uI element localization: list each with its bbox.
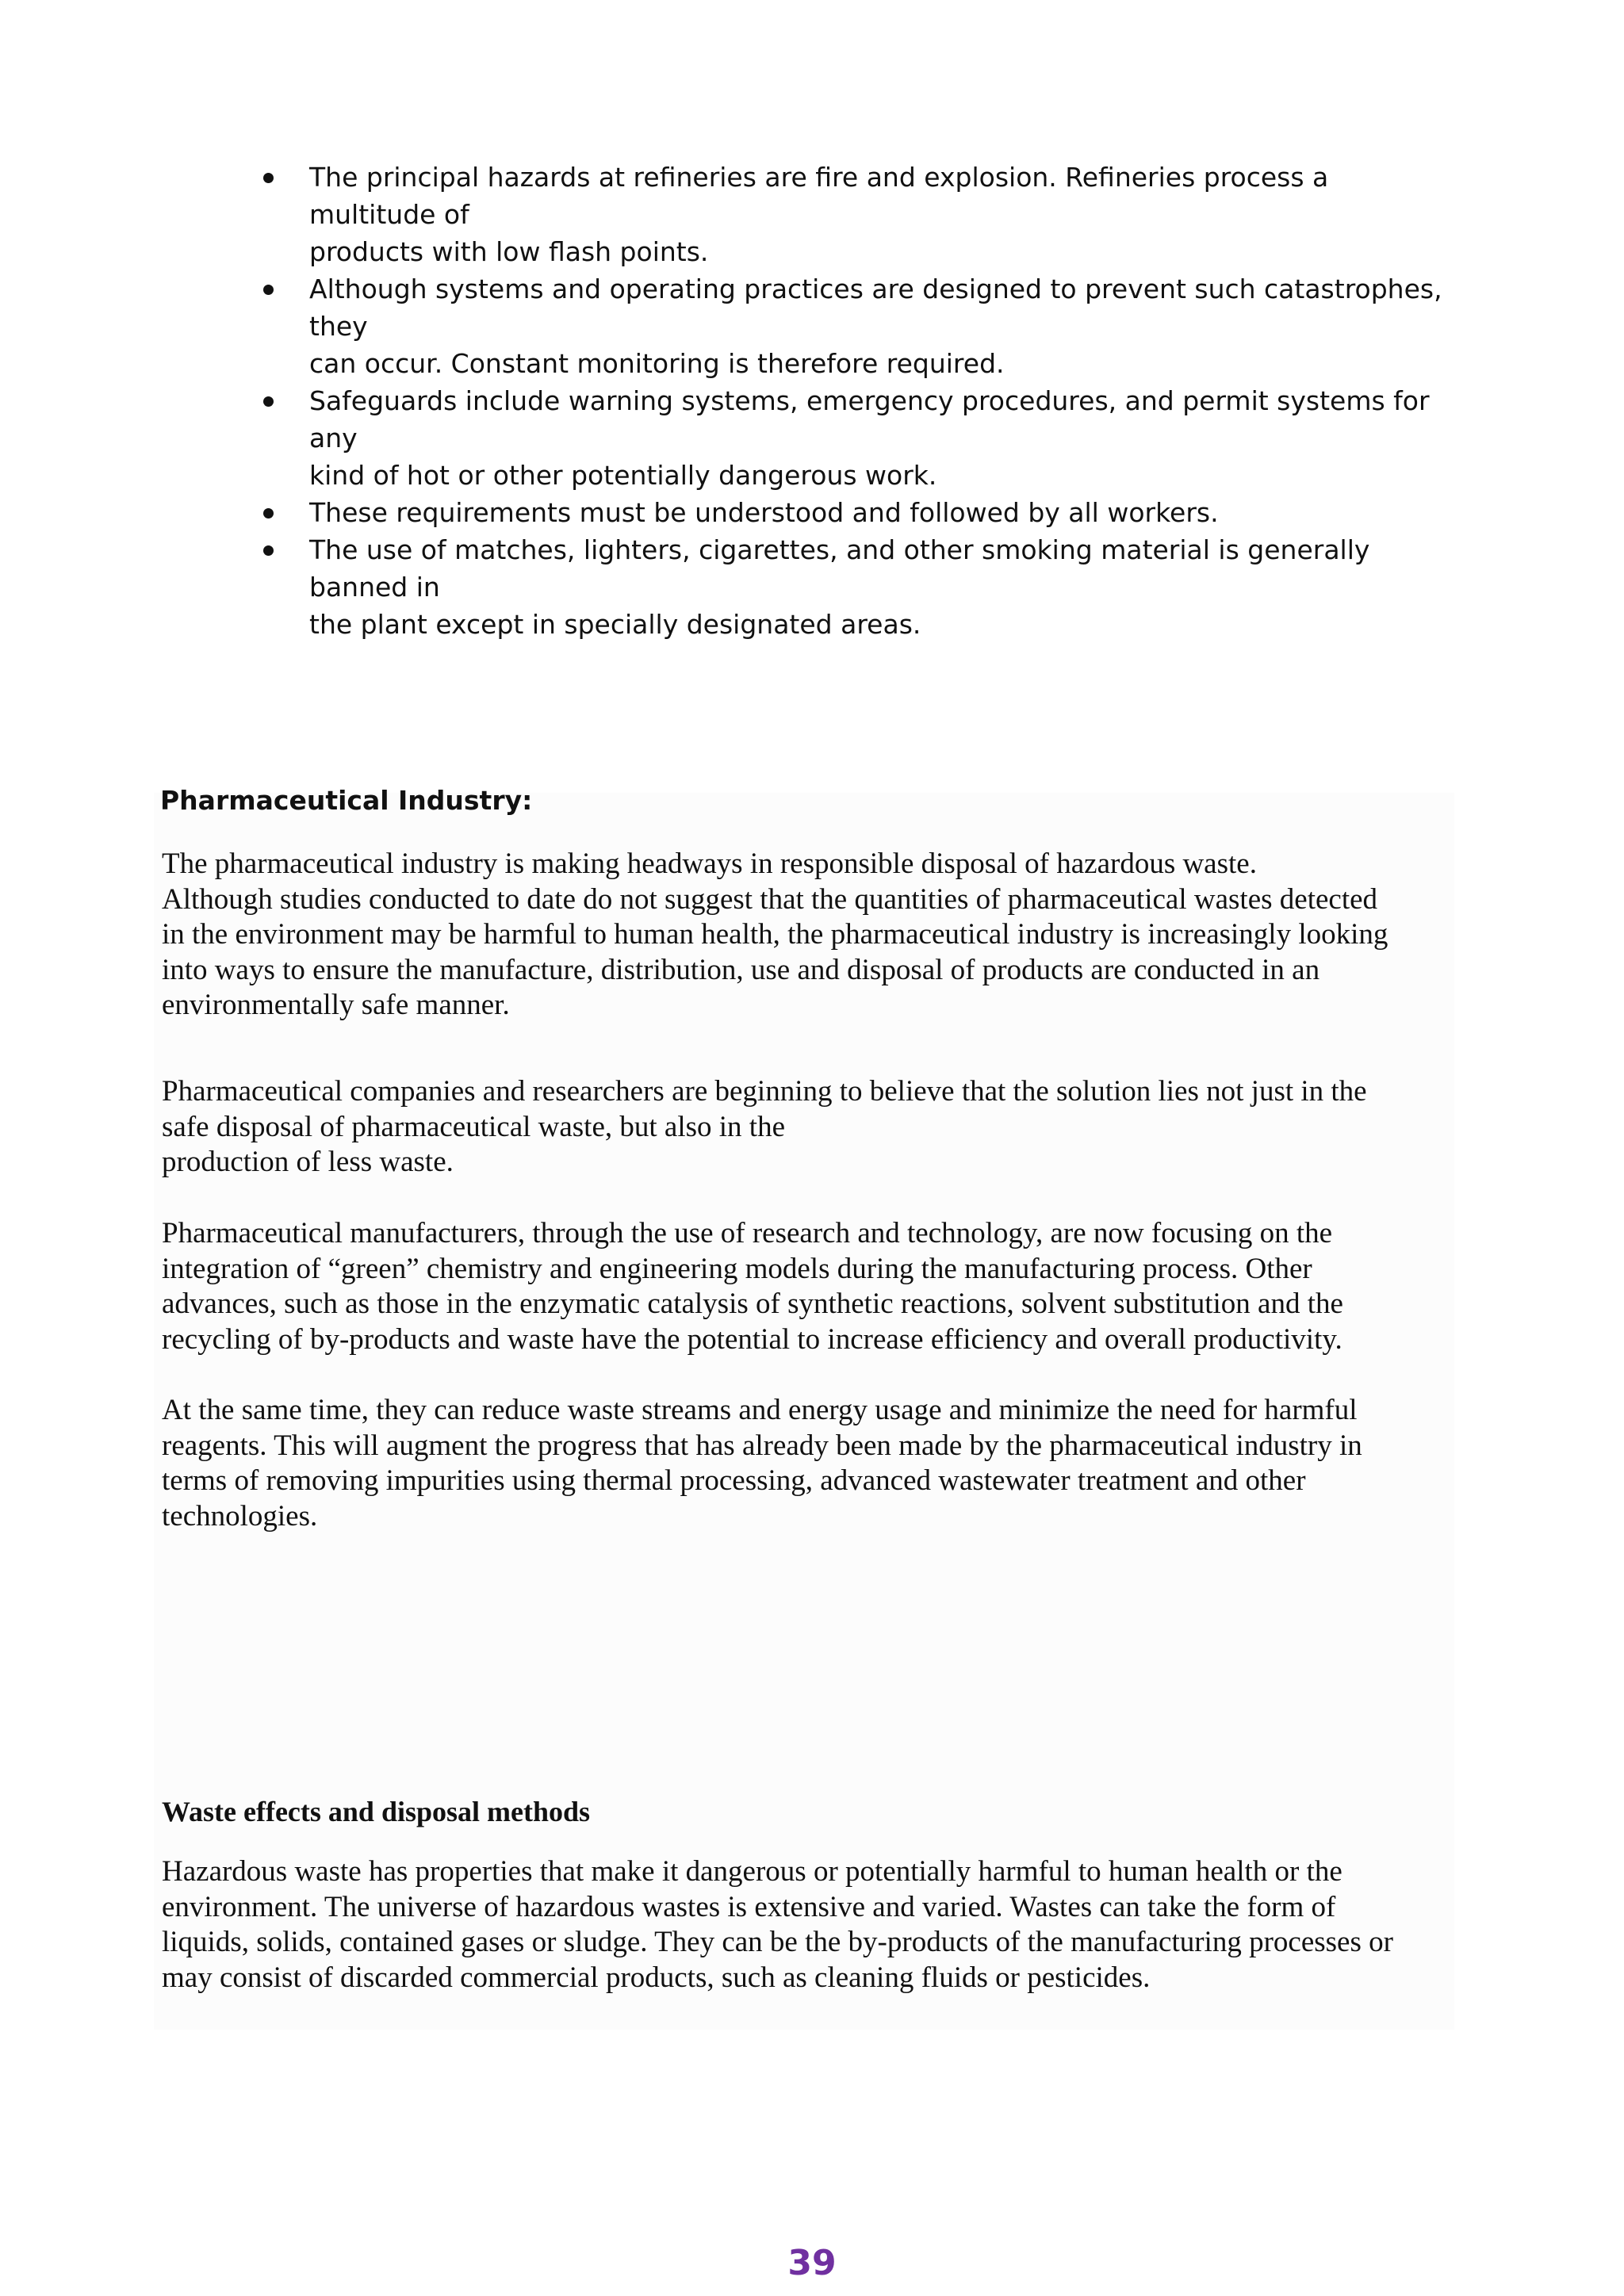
bullet-icon xyxy=(263,545,274,556)
pharma-paragraph-1: The pharmaceutical industry is making headways in responsible disposal of hazardous waste. Although studies conducted to date do not suggest that the quantities of pharmaceutical wastes detected in the environment may be harmful to human health, the pharmaceutical industry is increasingly looking into ways to ensure the manufacture, distribution, use and disposal of products are conducted in an environmentally safe manner. xyxy=(162,848,1388,1021)
bullet-icon xyxy=(263,173,274,183)
waste-heading: Waste effects and disposal methods xyxy=(162,1796,591,1827)
pharma-paragraph-3: Pharmaceutical manufacturers, through the use of research and technology, are now focusing on the integration of “green” chemistry and engineering models during the manufacturing process. Other advances, such as those in the enzymatic catalysis of synthetic reactions, solvent substitution and the recycling of by-products and waste have the potential to increase efficiency and overall productivity. xyxy=(162,1217,1343,1356)
waste-paragraph: Hazardous waste has properties that make it dangerous or potentially harmful to human health or the environment. The universe of hazardous wastes is extensive and varied. Wastes can take the form of liquids, solids, contained gases or sludge. They can be the by-products of the manufacturing processes or may consist of discarded commercial products, such as cleaning fluids or pesticides. xyxy=(162,1855,1393,1994)
bullet-icon xyxy=(263,285,274,295)
pharma-paragraph-2: Pharmaceutical companies and researchers are beginning to believe that the solution lies not just in the safe disposal of pharmaceutical waste, but also in the production of less waste. xyxy=(162,1075,1367,1178)
bullet-icon xyxy=(263,396,274,407)
bullet-item: The principal hazards at refineries are fire and explosion. Refineries process a multitude of products with low flash points. xyxy=(254,159,1443,270)
bullet-item: These requirements must be understood and followed by all workers. xyxy=(254,494,1443,531)
pharma-paragraph-4: At the same time, they can reduce waste streams and energy usage and minimize the need for harmful reagents. This will augment the progress that has already been made by the pharmaceutical industry in terms of removing impurities using thermal processing, advanced wastewater treatment and other technologies. xyxy=(162,1394,1362,1533)
hazard-bullet-list xyxy=(254,159,1443,643)
bullet-item: The use of matches, lighters, cigarettes, and other smoking material is generally banned in the plant except in specially designated areas. xyxy=(254,531,1443,643)
bullet-item: Safeguards include warning systems, emergency procedures, and permit systems for any kind of hot or other potentially dangerous work. xyxy=(254,382,1443,494)
bullet-item: Although systems and operating practices are designed to prevent such catastrophes, they can occur. Constant monitoring is therefore required. xyxy=(254,270,1443,382)
bullet-icon xyxy=(263,508,274,519)
pharma-heading: Pharmaceutical Industry: xyxy=(160,785,533,816)
page-number: 39 xyxy=(787,2243,837,2283)
